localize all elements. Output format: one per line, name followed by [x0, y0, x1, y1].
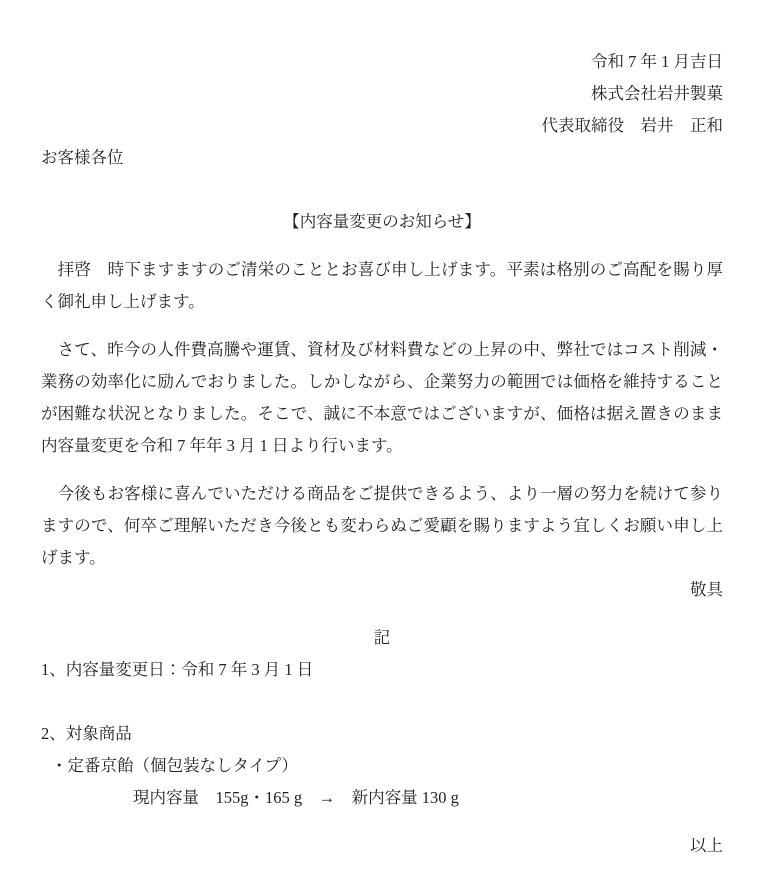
- paragraph-greeting: 拝啓 時下ますますのご清栄のこととお喜び申し上げます。平素は格別のご高配を賜り厚く御礼申し上げます。: [41, 260, 723, 311]
- end-mark: 以上: [690, 836, 723, 855]
- letter-date: 令和 7 年 1 月吉日: [591, 52, 723, 71]
- letter-title: 【内容量変更のお知らせ】: [283, 212, 481, 231]
- notice-item-target-products: 2、対象商品: [41, 724, 132, 743]
- product-name: ・定番京飴（個包装なしタイプ）: [51, 756, 298, 775]
- quantity-change: 現内容量 155g・165 g → 新内容量 130 g: [133, 788, 459, 807]
- sender-representative: 代表取締役 岩井 正和: [541, 116, 723, 135]
- sender-company: 株式会社岩井製菓: [591, 84, 723, 103]
- paragraph-reason: さて、昨今の人件費高騰や運賃、資材及び材料費などの上昇の中、弊社ではコスト削減・業務の効率化に励んでおりました。しかしながら、企業努力の範囲では価格を維持することが困難な状況となりました。そこで、誠に不本意ではございますが、価格は据え置きのまま内容量変更を令和 7 年年 3 月 1 日より行います。: [41, 340, 723, 455]
- notice-heading: 記: [373, 628, 391, 647]
- closing-keigu: 敬具: [690, 580, 723, 599]
- recipient: お客様各位: [41, 148, 124, 167]
- notice-item-change-date: 1、内容量変更日：令和 7 年 3 月 1 日: [41, 660, 314, 679]
- paragraph-request: 今後もお客様に喜んでいただける商品をご提供できるよう、より一層の努力を続けて参りますので、何卒ご理解いただき今後とも変わらぬご愛顧を賜りますよう宜しくお願い申し上げます。: [41, 484, 724, 567]
